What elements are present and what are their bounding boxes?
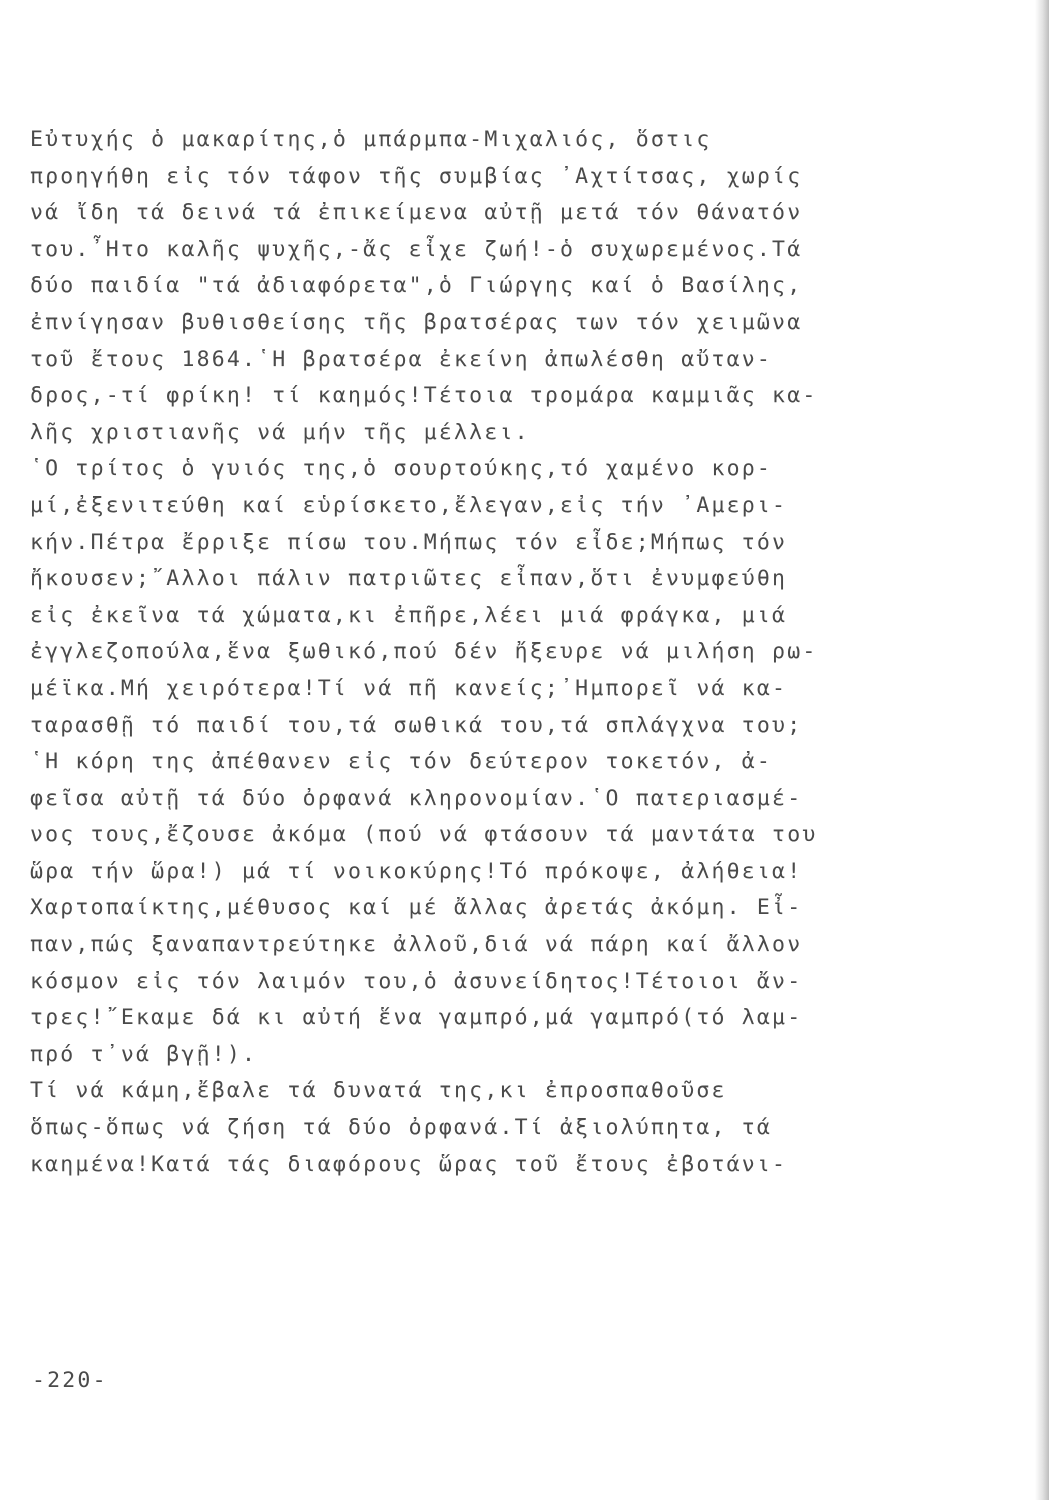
text-line: ῾Η κόρη της ἀπέθανεν εἰς τόν δεύτερον τοκετόν, ἀ- [30, 749, 773, 775]
text-line: τοῦ ἔτους 1864.῾Η βρατσέρα ἐκείνη ἀπωλέσθη αὔταν- [30, 346, 773, 372]
text-line: δύο παιδία "τά ἀδιαφόρετα",ὁ Γιώργης καί ὁ Βασίλης, [30, 273, 803, 299]
text-line: Χαρτοπαίκτης,μέθυσος καί μέ ἄλλας ἀρετάς ἀκόμη. Εἶ- [30, 895, 803, 921]
text-line: κόσμον εἰς τόν λαιμόν του,ὁ ἀσυνείδητος!Τέτοιοι ἄν- [30, 968, 803, 994]
text-line: νά ἴδη τά δεινά τά ἐπικείμενα αὐτῇ μετά τόν θάνατόν [30, 200, 803, 226]
page-spine-shadow [1035, 0, 1049, 1500]
text-line: λῆς χριστιανῆς νά μήν τῆς μέλλει. [30, 419, 530, 445]
text-line: πρό τ᾽νά βγῇ!). [30, 1041, 258, 1067]
text-line: του.῏Ητο καλῆς ψυχῆς,-ἄς εἶχε ζωή!-ὁ συχωρεμένος.Τά [30, 236, 803, 262]
text-line: ὥρα τήν ὥρα!) μά τί νοικοκύρης!Τό πρόκοψε, ἀλήθεια! [30, 858, 803, 884]
text-line: τρες!῎Εκαμε δά κι αὐτή ἕνα γαμπρό,μά γαμπρό(τό λαμ- [30, 1005, 803, 1031]
text-line: κήν.Πέτρα ἔρριξε πίσω του.Μήπως τόν εἶδε;Μήπως τόν [30, 529, 788, 555]
text-line: μί,ἐξενιτεύθη καί εὑρίσκετο,ἔλεγαν,εἰς τήν ᾽Αμερι- [30, 492, 788, 518]
text-line: Τί νά κάμη,ἔβαλε τά δυνατά της,κι ἐπροσπαθοῦσε [30, 1078, 727, 1104]
body-text [30, 122, 940, 1183]
page-number: -220- [32, 1368, 108, 1393]
text-line: ἐγγλεζοπούλα,ἕνα ξωθικό,πού δέν ἤξευρε νά μιλήση ρω- [30, 639, 818, 665]
text-line: εἰς ἐκεῖνα τά χώματα,κι ἐπῆρε,λέει μιά φράγκα, μιά [30, 602, 788, 628]
text-line: ἤκουσεν;῎Αλλοι πάλιν πατριῶτες εἶπαν,ὅτι ἐνυμφεύθη [30, 566, 788, 592]
text-line: μέϊκα.Μή χειρότερα!Τί νά πῆ κανείς;᾽Ημπορεῖ νά κα- [30, 675, 788, 701]
text-line: ὅπως-ὅπως νά ζήση τά δύο ὀρφανά.Τί ἀξιολύπητα, τά [30, 1115, 773, 1141]
text-line: καημένα!Κατά τάς διαφόρους ὥρας τοῦ ἔτους ἐβοτάνι- [30, 1151, 788, 1177]
text-line: προηγήθη εἰς τόν τάφον τῆς συμβίας ᾽Αχτίτσας, χωρίς [30, 163, 803, 189]
text-line: φεῖσα αὐτῇ τά δύο ὀρφανά κληρονομίαν.῾Ο πατεριασμέ- [30, 785, 803, 811]
text-line: ταρασθῇ τό παιδί του,τά σωθικά του,τά σπλάγχνα του; [30, 712, 803, 738]
text-line: Εὐτυχής ὁ μακαρίτης,ὁ μπάρμπα-Μιχαλιός, ὅστις [30, 127, 712, 152]
text-line: νος τους,ἔζουσε ἀκόμα (πού νά φτάσουν τά μαντάτα του [30, 822, 818, 848]
text-line: δρος,-τί φρίκη! τί καημός!Τέτοια τρομάρα καμμιᾶς κα- [30, 383, 818, 409]
text-line: ῾Ο τρίτος ὁ γυιός της,ὁ σουρτούκης,τό χαμένο κορ- [30, 456, 773, 482]
text-line: παν,πώς ξαναπαντρεύτηκε ἀλλοῦ,διά νά πάρη καί ἄλλον [30, 932, 803, 958]
text-line: ἐπνίγησαν βυθισθείσης τῆς βρατσέρας των τόν χειμῶνα [30, 309, 803, 335]
